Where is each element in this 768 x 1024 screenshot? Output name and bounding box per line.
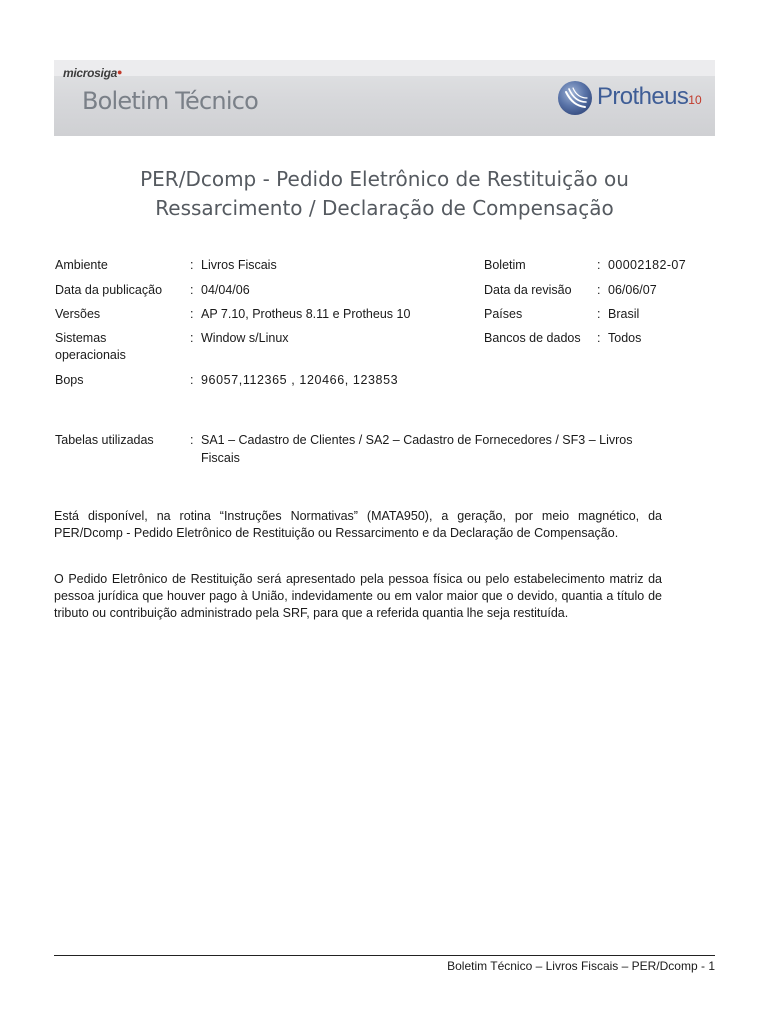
document-title (54, 165, 715, 223)
tabelas-value-line-2: Fiscais (201, 451, 240, 465)
paises-value: Brasil (608, 307, 640, 321)
versoes-label: Versões (55, 307, 101, 321)
tabelas-label: Tabelas utilizadas (55, 433, 154, 447)
revisao-label: Data da revisão (484, 283, 572, 297)
body-paragraph-2: O Pedido Eletrônico de Restituição será apresentado pela pessoa física ou pelo estabelecimento matriz da pessoa jurídica que houver pago à União, indevidamente ou em valor maior que o devido, quantia a título de tributo ou contribuição administrado pela SRF, para que a referida quantia lhe seja restituída. (54, 572, 662, 620)
sistemas-label-line-2: operacionais (55, 348, 126, 362)
publicacao-label: Data da publicação (55, 283, 163, 297)
versoes-value: AP 7.10, Protheus 8.11 e Protheus 10 (201, 307, 411, 321)
boletim-value: 00002182-07 (608, 258, 687, 272)
header-banner (54, 60, 715, 136)
sistemas-separator: : (190, 331, 194, 345)
product-name: Protheus (597, 83, 689, 110)
paises-label: Países (484, 307, 523, 321)
document-title-line-1: PER/Dcomp - Pedido Eletrônico de Restituição ou (140, 167, 629, 191)
brand-name: microsiga (63, 66, 117, 80)
bancos-value: Todos (608, 331, 642, 345)
bops-label: Bops (55, 373, 84, 387)
versoes-separator: : (190, 307, 194, 321)
banner-top-strip (54, 60, 715, 76)
body-paragraph-1: Está disponível, na rotina “Instruções Normativas” (MATA950), a geração, por meio magnético, da PER/Dcomp - Pedido Eletrônico de Restituição ou Ressarcimento e da Declaração de Compensação. (54, 509, 662, 540)
bops-separator: : (190, 373, 194, 387)
footer-text: Boletim Técnico – Livros Fiscais – PER/Dcomp - 1 (447, 959, 715, 973)
bancos-separator: : (597, 331, 601, 345)
ambiente-value: Livros Fiscais (201, 258, 277, 272)
header-title: Boletim Técnico (82, 87, 258, 115)
boletim-separator: : (597, 258, 601, 272)
protheus-logo-icon (557, 80, 593, 116)
product-version: 10 (688, 93, 702, 107)
product-logo (597, 83, 702, 111)
boletim-label: Boletim (484, 258, 526, 272)
revisao-separator: : (597, 283, 601, 297)
ambiente-separator: : (190, 258, 194, 272)
sistemas-label-line-1: Sistemas (55, 331, 107, 345)
document-title-line-2: Ressarcimento / Declaração de Compensação (155, 196, 614, 220)
microsiga-logo (63, 66, 122, 80)
paises-separator: : (597, 307, 601, 321)
revisao-value: 06/06/07 (608, 283, 657, 297)
brand-dot-icon: ● (117, 67, 123, 77)
tabelas-separator: : (190, 433, 194, 447)
bops-value: 96057,112365 , 120466, 123853 (201, 373, 399, 387)
publicacao-separator: : (190, 283, 194, 297)
ambiente-label: Ambiente (55, 258, 108, 272)
sistemas-value: Window s/Linux (201, 331, 289, 345)
publicacao-value: 04/04/06 (201, 283, 250, 297)
bancos-label: Bancos de dados (484, 331, 581, 345)
tabelas-value-line-1: SA1 – Cadastro de Clientes / SA2 – Cadastro de Fornecedores / SF3 – Livros (201, 433, 633, 447)
footer-divider (54, 955, 715, 956)
